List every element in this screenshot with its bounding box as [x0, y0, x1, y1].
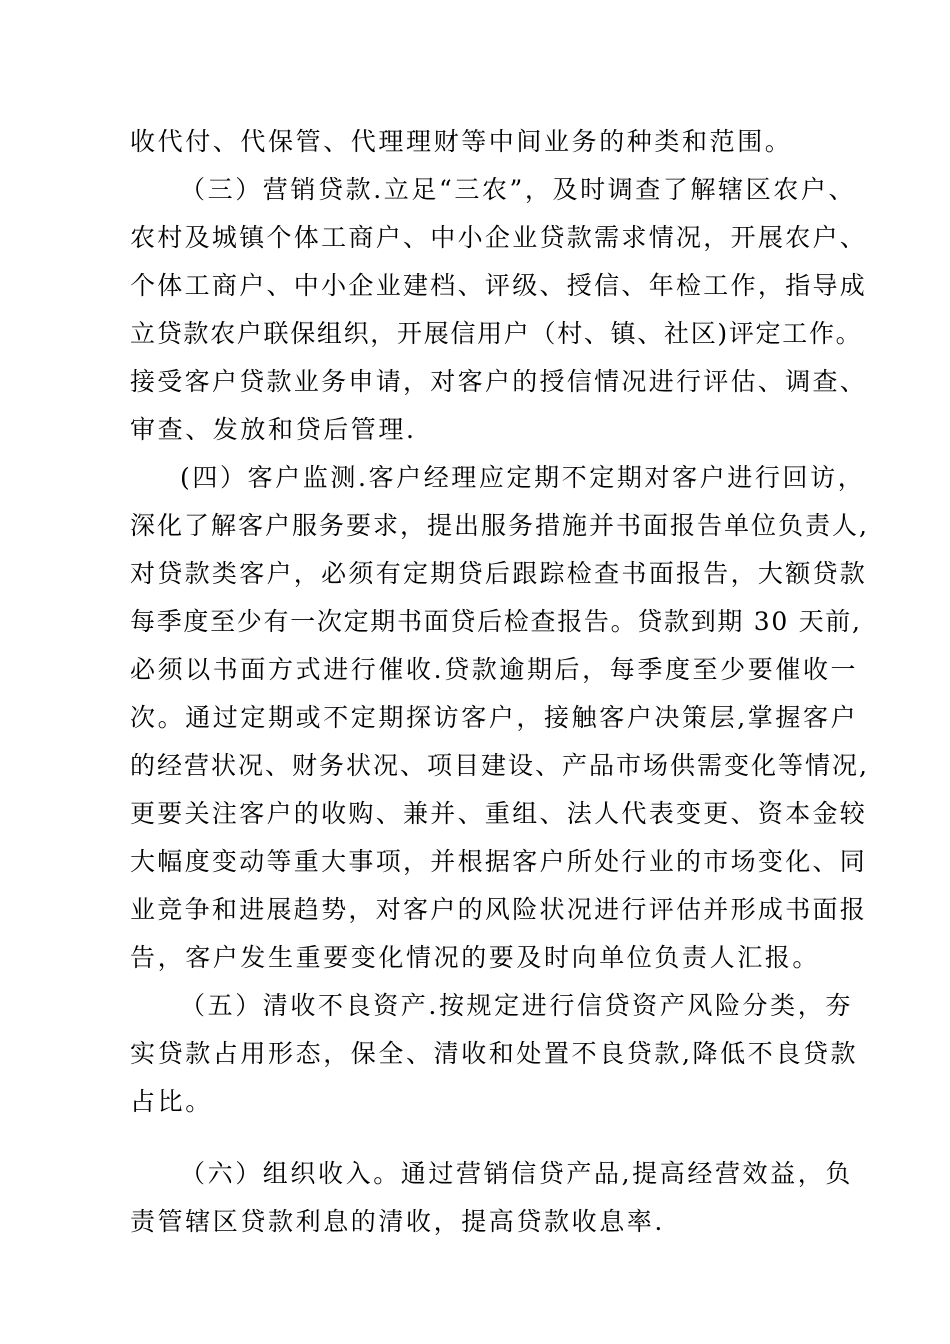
- text-line: 的经营状况、财务状况、项目建设、产品市场供需变化等情况,: [130, 751, 869, 780]
- text-line: 占比。: [130, 1087, 213, 1116]
- text-line: 立贷款农户联保组织，开展信用户（村、镇、社区)评定工作。: [130, 319, 863, 348]
- text-line: 深化了解客户服务要求，提出服务措施并书面报告单位负责人,: [130, 511, 869, 540]
- text-line: 必须以书面方式进行催收.贷款逾期后，每季度至少要催收一: [130, 655, 859, 684]
- paragraph-heading-6: （六）组织收入。通过营销信贷产品,提高经营效益，负: [180, 1159, 853, 1188]
- text-line: 责管辖区贷款利息的清收，提高贷款收息率.: [130, 1207, 665, 1236]
- text-line: 农村及城镇个体工商户、中小企业贷款需求情况，开展农户、: [130, 223, 868, 252]
- text-line: 次。通过定期或不定期探访客户，接触客户决策层,掌握客户: [130, 703, 859, 732]
- text-line: 告，客户发生重要变化情况的要及时向单位负责人汇报。: [130, 943, 821, 972]
- text-line: 个体工商户、中小企业建档、评级、授信、年检工作，指导成: [130, 271, 868, 300]
- text-line: 更要关注客户的收购、兼并、重组、法人代表变更、资本金较: [130, 799, 868, 828]
- text-line: 接受客户贷款业务申请，对客户的授信情况进行评估、调查、: [130, 367, 868, 396]
- paragraph-heading-3: （三）营销贷款.立足“三农”，及时调查了解辖区农户、: [180, 175, 857, 204]
- text-line: 实贷款占用形态，保全、清收和处置不良贷款,降低不良贷款: [130, 1039, 859, 1068]
- text-line: 对贷款类客户，必须有定期贷后跟踪检查书面报告，大额贷款: [130, 559, 868, 588]
- text-line: 每季度至少有一次定期书面贷后检查报告。贷款到期 30 天前,: [130, 607, 862, 636]
- text-line: 业竞争和进展趋势，对客户的风险状况进行评估并形成书面报: [130, 895, 868, 924]
- paragraph-heading-5: （五）清收不良资产.按规定进行信贷资产风险分类，夯: [180, 991, 853, 1020]
- text-line: 审查、发放和贷后管理.: [130, 415, 417, 444]
- text-line: 收代付、代保管、代理理财等中间业务的种类和范围。: [130, 127, 793, 156]
- paragraph-heading-4: (四）客户监测.客户经理应定期不定期对客户进行回访，: [180, 463, 866, 492]
- text-line: 大幅度变动等重大事项，并根据客户所处行业的市场变化、同: [130, 847, 868, 876]
